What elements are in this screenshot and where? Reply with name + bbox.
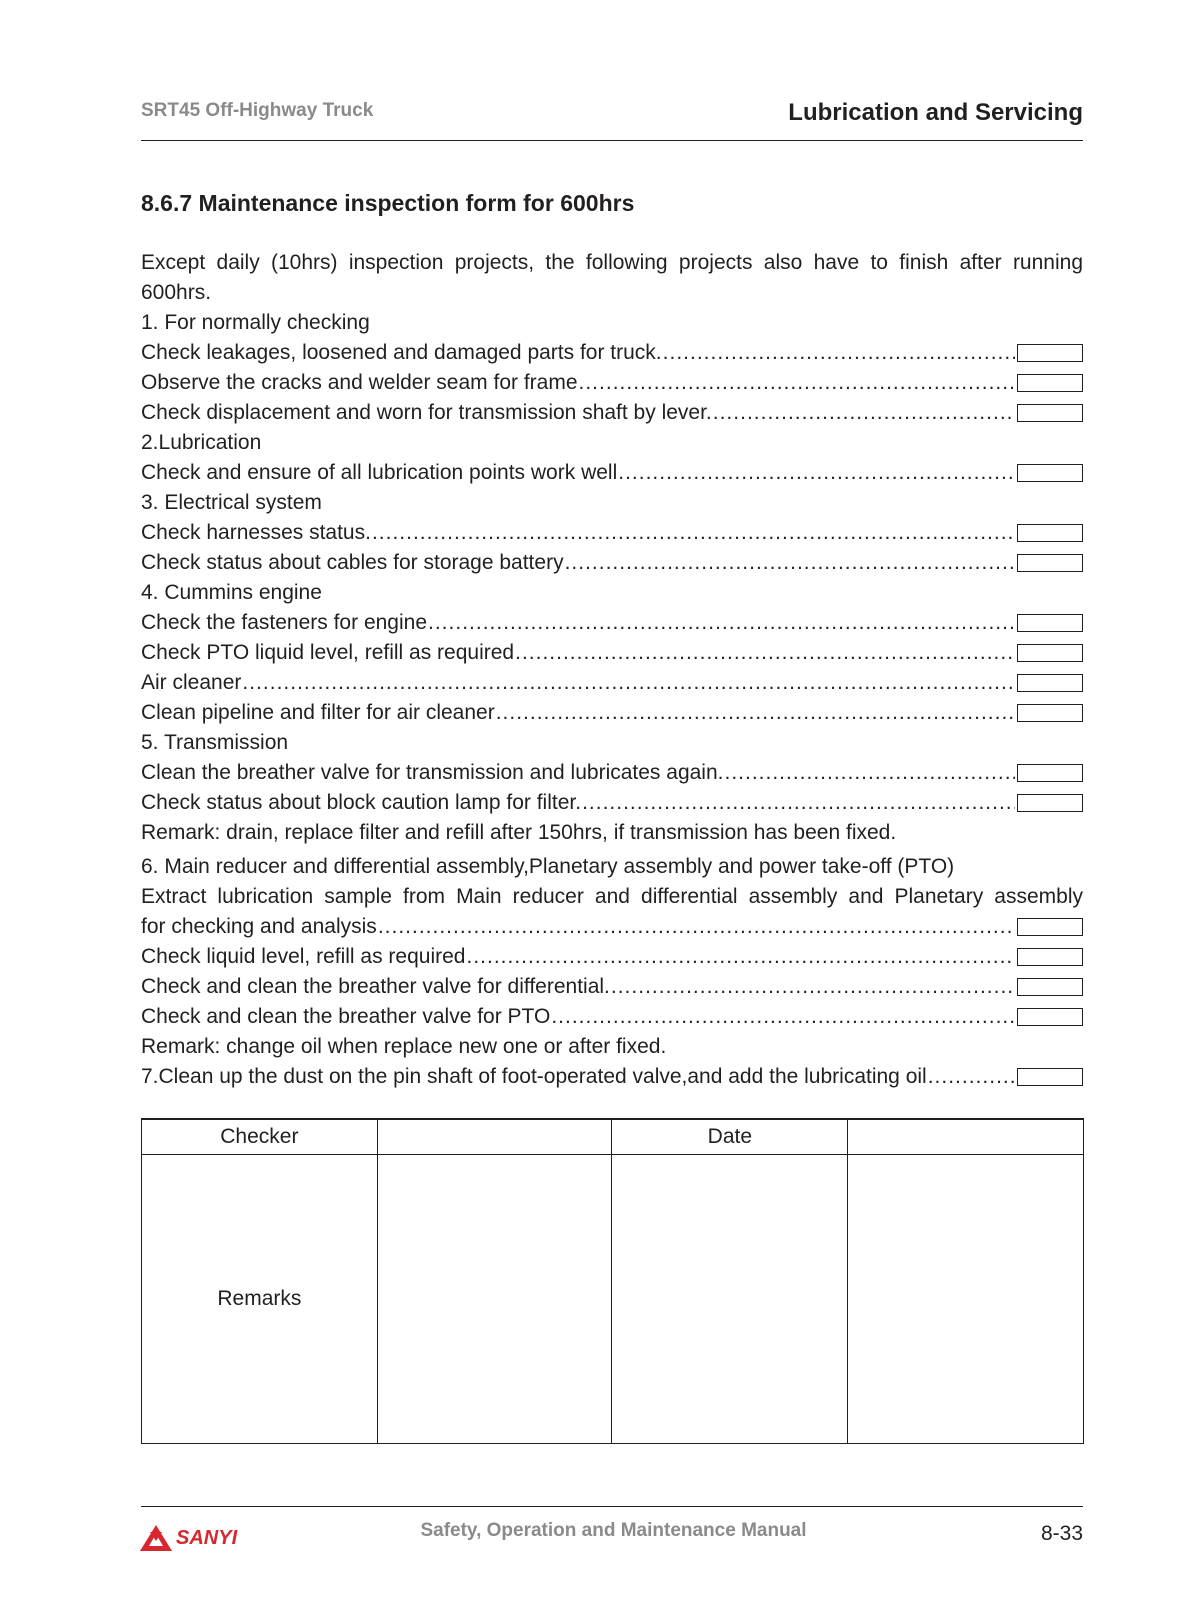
date-field[interactable] <box>848 1119 1084 1155</box>
checklist-item-label: Check status about block caution lamp for filter. <box>141 791 582 814</box>
dot-leader <box>551 1002 1015 1032</box>
page-number: 8-33 <box>1040 1522 1083 1545</box>
checklist-item <box>141 942 1083 972</box>
footer-divider <box>141 1506 1083 1507</box>
checklist-heading <box>141 488 1083 518</box>
checklist-item-label: 6. Main reducer and differential assembly,Planetary assembly and power take-off (PTO) <box>141 855 955 878</box>
checklist-item-label: Clean the breather valve for transmission and lubricates again. <box>141 761 724 784</box>
check-box[interactable] <box>1017 794 1083 812</box>
dot-leader <box>713 398 1015 428</box>
dot-leader <box>565 548 1015 578</box>
checklist-heading <box>141 728 1083 758</box>
checklist-item-label: Clean pipeline and filter for air cleaner <box>141 701 495 724</box>
signoff-table <box>141 1118 1084 1444</box>
remarks-field[interactable] <box>848 1155 1084 1444</box>
dot-leader <box>724 758 1015 788</box>
dot-leader <box>496 698 1015 728</box>
checklist-heading <box>141 818 1083 848</box>
check-box[interactable] <box>1017 704 1083 722</box>
check-box[interactable] <box>1017 614 1083 632</box>
check-box[interactable] <box>1017 1068 1083 1086</box>
dot-leader <box>611 972 1015 1002</box>
checklist-item-label: 2.Lubrication <box>141 431 262 454</box>
check-box[interactable] <box>1017 674 1083 692</box>
checklist-item <box>141 972 1083 1002</box>
checklist-item <box>141 788 1083 818</box>
table-row <box>142 1119 1084 1155</box>
checker-label: Checker <box>142 1119 378 1155</box>
checklist-item-label: 1. For normally checking <box>141 311 370 334</box>
checklist-item-label: for checking and analysis <box>141 915 377 938</box>
checklist-heading <box>141 882 1083 912</box>
manual-title: Safety, Operation and Maintenance Manual <box>420 1520 807 1541</box>
checklist-item-label: 7.Clean up the dust on the pin shaft of foot-operated valve,and add the lubricating oil <box>141 1065 927 1088</box>
check-box[interactable] <box>1017 948 1083 966</box>
checklist-item-label: Check status about cables for storage battery <box>141 551 564 574</box>
intro-paragraph: Except daily (10hrs) inspection projects, the following projects also have to finish after running 600hrs. <box>141 251 1083 304</box>
check-box[interactable] <box>1017 644 1083 662</box>
check-box[interactable] <box>1017 978 1083 996</box>
header-divider <box>141 140 1083 141</box>
remarks-label: Remarks <box>142 1155 378 1444</box>
checklist-item-label: Observe the cracks and welder seam for frame <box>141 371 578 394</box>
checklist-item <box>141 398 1083 428</box>
checklist-item-label: Check and clean the breather valve for differential. <box>141 975 610 998</box>
checklist-item <box>141 338 1083 368</box>
checklist-item-label: 3. Electrical system <box>141 491 322 514</box>
checklist-heading <box>141 308 1083 338</box>
checklist-item <box>141 698 1083 728</box>
remarks-field[interactable] <box>612 1155 848 1444</box>
checklist-item <box>141 912 1083 942</box>
checklist-item <box>141 608 1083 638</box>
dot-leader <box>242 668 1015 698</box>
checklist-item-label: Check displacement and worn for transmission shaft by lever. <box>141 401 712 424</box>
dot-leader <box>663 338 1015 368</box>
document-series-title: SRT45 Off-Highway Truck <box>141 100 374 121</box>
checklist-heading <box>141 578 1083 608</box>
dot-leader <box>428 608 1015 638</box>
checklist-item-label: Check harnesses status. <box>141 521 371 544</box>
checklist-item <box>141 368 1083 398</box>
check-box[interactable] <box>1017 554 1083 572</box>
checker-field[interactable] <box>377 1119 612 1155</box>
checklist-item <box>141 548 1083 578</box>
checklist-item <box>141 758 1083 788</box>
checklist-item-label: Check the fasteners for engine <box>141 611 428 634</box>
check-box[interactable] <box>1017 524 1083 542</box>
brand-name: SANYI <box>176 1526 238 1549</box>
check-box[interactable] <box>1017 1008 1083 1026</box>
checklist-heading <box>141 852 1083 882</box>
checklist-item-label: Check leakages, loosened and damaged parts for truck. <box>141 341 662 364</box>
checklist-item <box>141 638 1083 668</box>
checklist-item <box>141 518 1083 548</box>
checklist-heading <box>141 428 1083 458</box>
checklist-item-label: Check and ensure of all lubrication points work well <box>141 461 618 484</box>
chapter-title: Lubrication and Servicing <box>788 99 1083 126</box>
check-box[interactable] <box>1017 464 1083 482</box>
checklist-item-label: Check liquid level, refill as required <box>141 945 466 968</box>
checklist-heading <box>141 1032 1083 1062</box>
checklist-item <box>141 1002 1083 1032</box>
inspection-checklist <box>141 308 1083 1092</box>
dot-leader <box>467 942 1016 972</box>
dot-leader <box>515 638 1015 668</box>
checklist-item-label: Remark: change oil when replace new one or after fixed. <box>141 1035 667 1058</box>
checklist-item-label: Extract lubrication sample from Main reducer and differential assembly and Planetary assembly <box>141 885 1083 908</box>
checklist-item-label: Check and clean the breather valve for PTO <box>141 1005 551 1028</box>
table-row <box>142 1155 1084 1444</box>
check-box[interactable] <box>1017 404 1083 422</box>
checklist-item <box>141 668 1083 698</box>
check-box[interactable] <box>1017 374 1083 392</box>
checklist-item-label: 4. Cummins engine <box>141 581 322 604</box>
checklist-item-label: Air cleaner <box>141 671 242 694</box>
dot-leader <box>579 368 1015 398</box>
remarks-field[interactable] <box>377 1155 612 1444</box>
dot-leader <box>372 518 1015 548</box>
dot-leader <box>378 912 1015 942</box>
checklist-item-label: 5. Transmission <box>141 731 289 754</box>
check-box[interactable] <box>1017 764 1083 782</box>
date-label: Date <box>612 1119 848 1155</box>
section-title: 8.6.7 Maintenance inspection form for 600hrs <box>141 190 635 216</box>
checklist-item <box>141 1062 1083 1092</box>
check-box[interactable] <box>1017 918 1083 936</box>
checklist-item-label: Remark: drain, replace filter and refill after 150hrs, if transmission has been fixed. <box>141 821 897 844</box>
checklist-item-label: Check PTO liquid level, refill as required <box>141 641 515 664</box>
dot-leader <box>582 788 1015 818</box>
check-box[interactable] <box>1017 344 1083 362</box>
dot-leader <box>618 458 1015 488</box>
dot-leader <box>928 1062 1015 1092</box>
checklist-item <box>141 458 1083 488</box>
